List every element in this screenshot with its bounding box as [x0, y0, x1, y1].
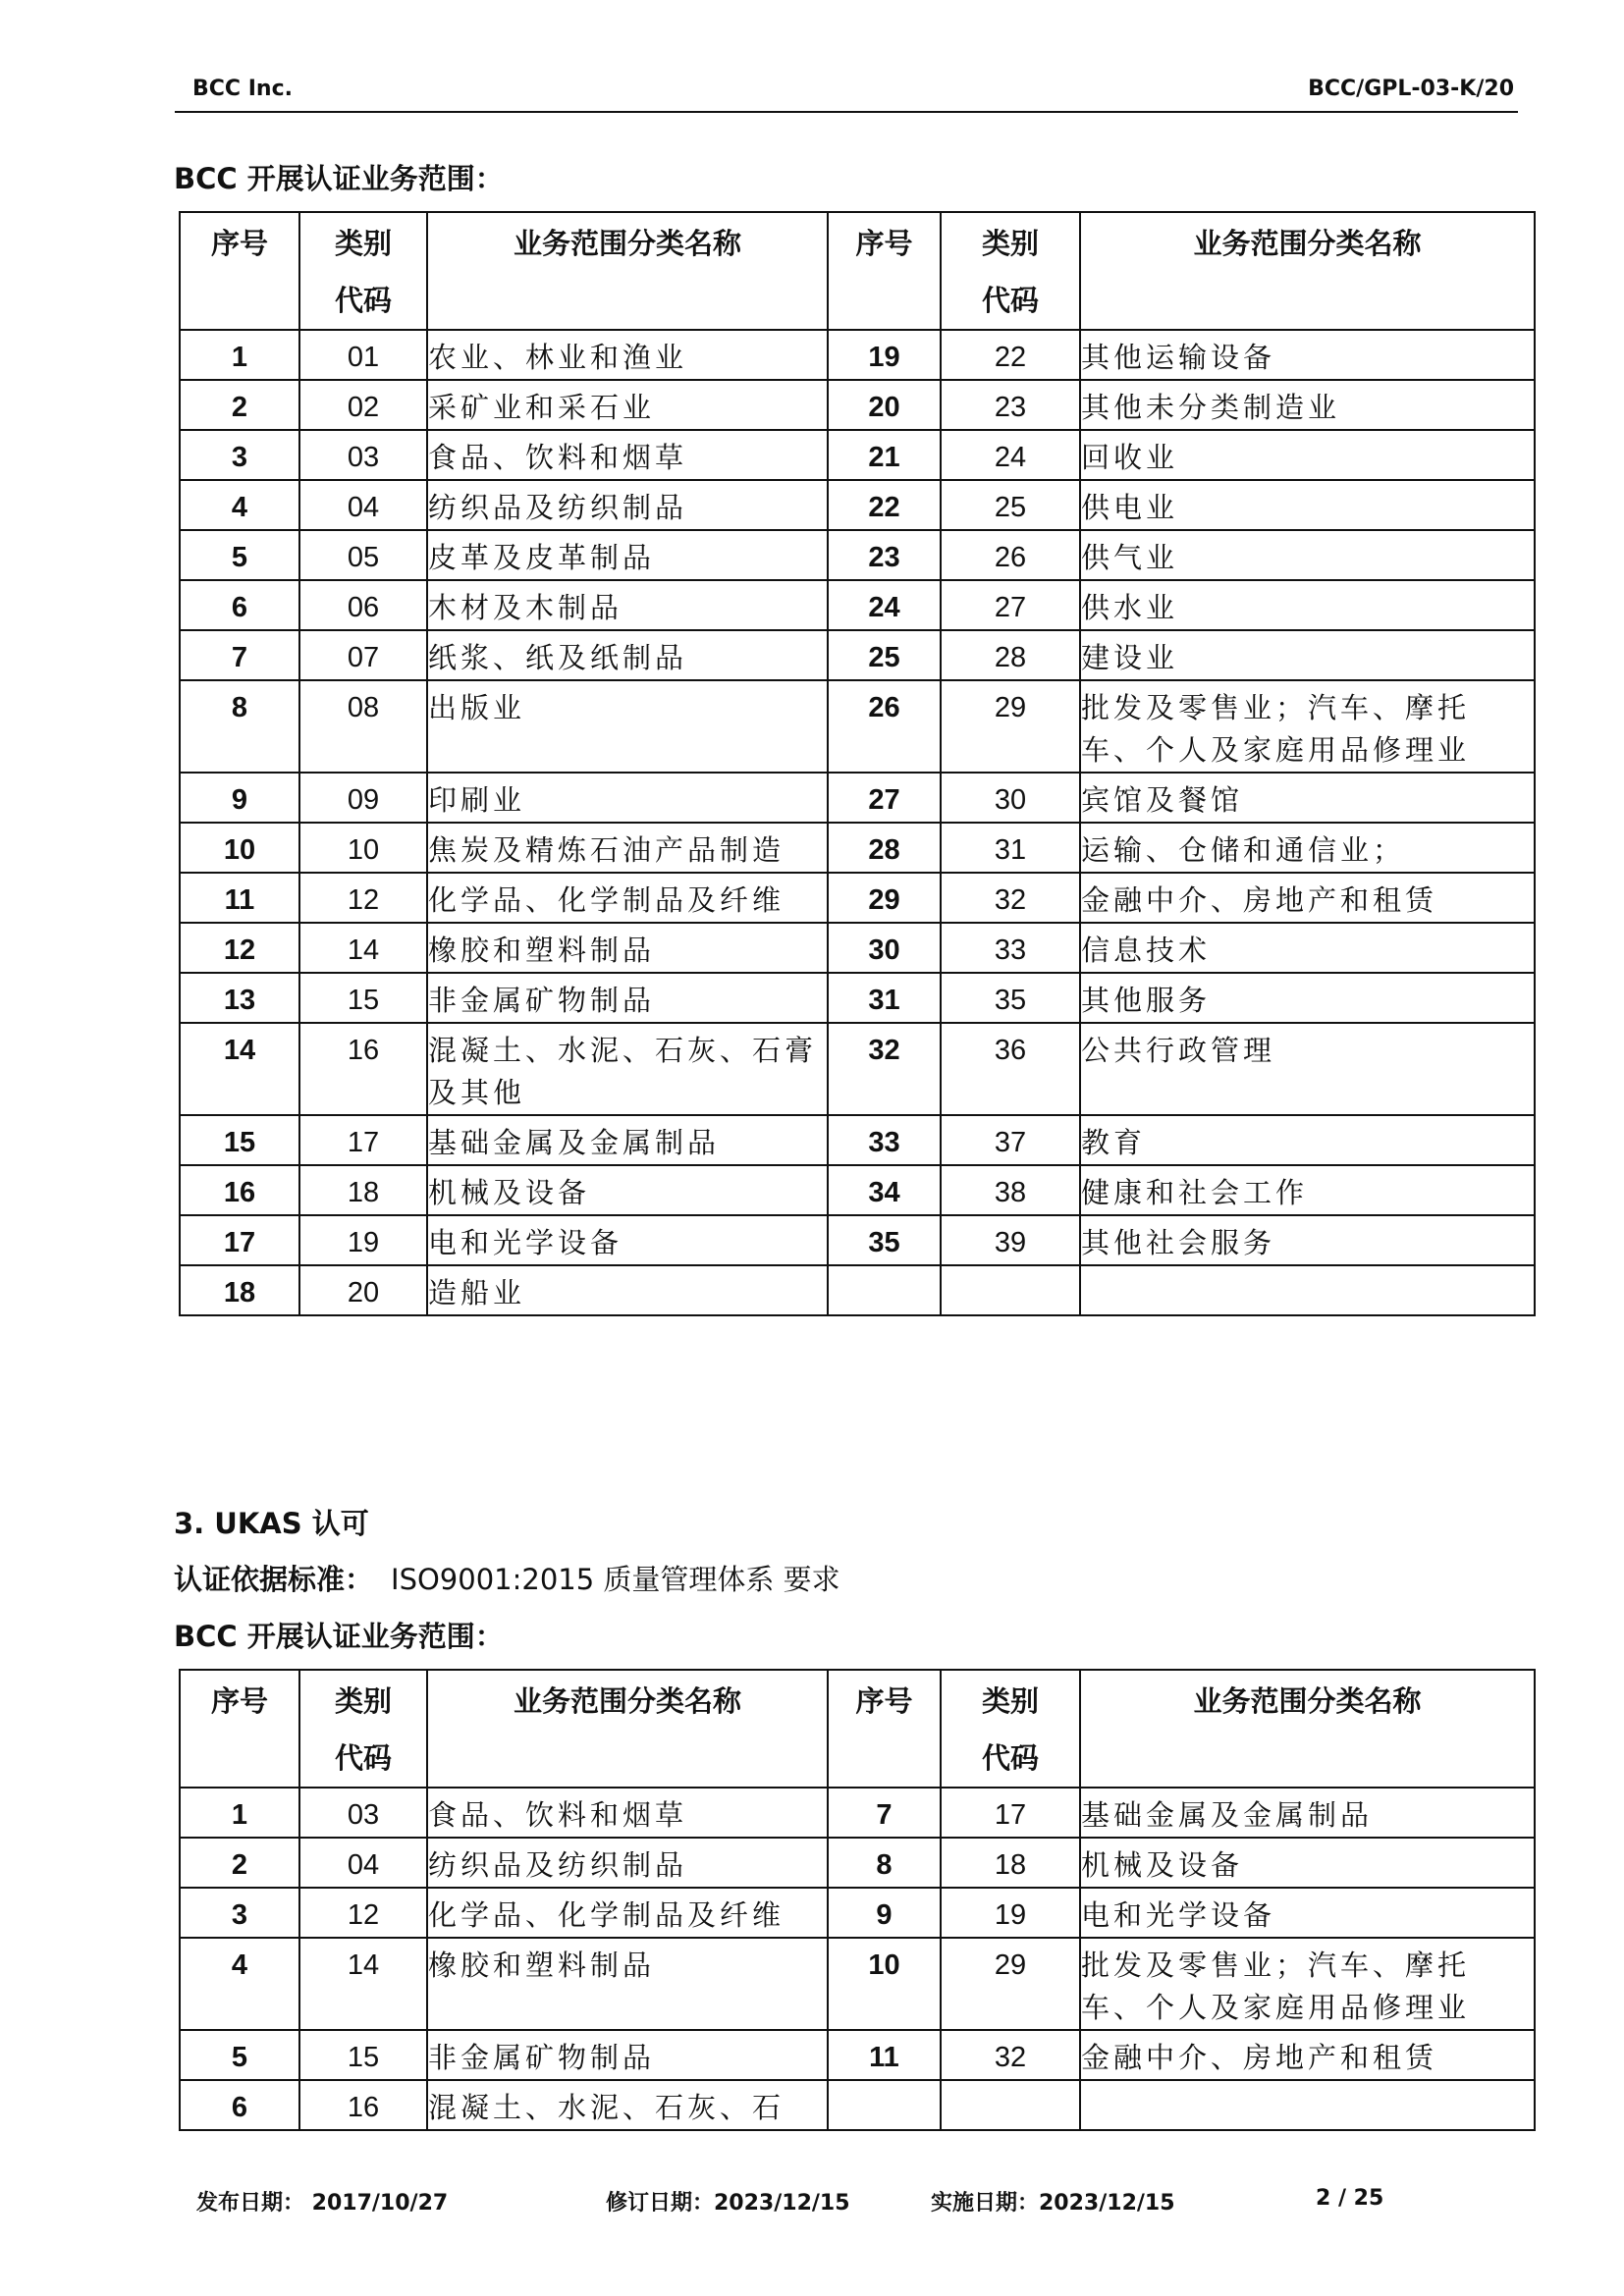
standard-label: 认证依据标准： [174, 1563, 374, 1596]
table-header-row [180, 212, 1535, 330]
code-cell [941, 2080, 1080, 2130]
code-cell: 07 [299, 630, 427, 680]
seq-cell: 9 [828, 1888, 941, 1938]
seq-cell: 12 [180, 923, 299, 973]
name-cell: 电和光学设备 [1080, 1888, 1535, 1938]
code-cell: 35 [941, 973, 1080, 1023]
seq-cell: 16 [180, 1165, 299, 1215]
code-cell: 15 [299, 973, 427, 1023]
header-name: 业务范围分类名称 [1080, 212, 1535, 330]
name-cell: 其他运输设备 [1080, 330, 1535, 380]
code-cell: 22 [941, 330, 1080, 380]
name-cell: 教育 [1080, 1115, 1535, 1165]
code-cell: 19 [299, 1215, 427, 1265]
name-cell: 供电业 [1080, 480, 1535, 530]
table-row [180, 1888, 1535, 1938]
seq-cell: 8 [828, 1838, 941, 1888]
name-cell: 其他未分类制造业 [1080, 380, 1535, 430]
seq-cell: 24 [828, 580, 941, 630]
name-cell: 健康和社会工作 [1080, 1165, 1535, 1215]
table-row [180, 2080, 1535, 2130]
seq-cell: 4 [180, 1938, 299, 2030]
code-cell: 32 [941, 873, 1080, 923]
name-cell: 金融中介、房地产和租赁 [1080, 2030, 1535, 2080]
code-cell: 08 [299, 680, 427, 773]
name-cell: 机械及设备 [1080, 1838, 1535, 1888]
name-cell: 电和光学设备 [427, 1215, 828, 1265]
table-row [180, 973, 1535, 1023]
code-cell: 36 [941, 1023, 1080, 1115]
seq-cell: 33 [828, 1115, 941, 1165]
scope-table-2 [179, 1669, 1536, 2131]
seq-cell: 29 [828, 873, 941, 923]
name-cell: 信息技术 [1080, 923, 1535, 973]
name-cell: 供水业 [1080, 580, 1535, 630]
header-code: 类别 代码 [299, 1670, 427, 1788]
name-cell: 农业、林业和渔业 [427, 330, 828, 380]
code-cell: 27 [941, 580, 1080, 630]
code-cell: 26 [941, 530, 1080, 580]
seq-cell: 6 [180, 580, 299, 630]
seq-cell: 26 [828, 680, 941, 773]
seq-cell: 35 [828, 1215, 941, 1265]
code-cell: 29 [941, 1938, 1080, 2030]
name-cell: 化学品、化学制品及纤维 [427, 873, 828, 923]
table-row [180, 430, 1535, 480]
seq-cell: 25 [828, 630, 941, 680]
name-cell: 造船业 [427, 1265, 828, 1315]
header-seq: 序号 [180, 212, 299, 330]
code-cell: 06 [299, 580, 427, 630]
table-row [180, 1938, 1535, 2030]
name-cell: 其他服务 [1080, 973, 1535, 1023]
header-name: 业务范围分类名称 [427, 212, 828, 330]
code-cell: 24 [941, 430, 1080, 480]
seq-cell: 17 [180, 1215, 299, 1265]
seq-cell: 1 [180, 1788, 299, 1838]
name-cell: 基础金属及金属制品 [427, 1115, 828, 1165]
table-row [180, 1838, 1535, 1888]
code-cell: 03 [299, 1788, 427, 1838]
table-row [180, 330, 1535, 380]
name-cell: 皮革及皮革制品 [427, 530, 828, 580]
table-row [180, 530, 1535, 580]
seq-cell: 9 [180, 773, 299, 823]
name-cell: 印刷业 [427, 773, 828, 823]
name-cell: 混凝土、水泥、石灰、石膏及其他 [427, 1023, 828, 1115]
code-cell: 05 [299, 530, 427, 580]
code-cell: 19 [941, 1888, 1080, 1938]
code-cell: 20 [299, 1265, 427, 1315]
table-row [180, 1023, 1535, 1115]
code-cell: 03 [299, 430, 427, 480]
name-cell: 机械及设备 [427, 1165, 828, 1215]
footer-revision-date: 修订日期：2023/12/15 [606, 2191, 850, 2216]
name-cell: 食品、饮料和烟草 [427, 430, 828, 480]
code-cell: 15 [299, 2030, 427, 2080]
name-cell: 公共行政管理 [1080, 1023, 1535, 1115]
table-row [180, 1265, 1535, 1315]
seq-cell: 10 [828, 1938, 941, 2030]
table-row [180, 2030, 1535, 2080]
name-cell: 建设业 [1080, 630, 1535, 680]
code-cell [941, 1265, 1080, 1315]
seq-cell: 7 [180, 630, 299, 680]
name-cell: 供气业 [1080, 530, 1535, 580]
header-doc-code: BCC/GPL-03-K/20 [1308, 77, 1514, 101]
code-cell: 04 [299, 480, 427, 530]
table-row [180, 580, 1535, 630]
code-cell: 12 [299, 873, 427, 923]
seq-cell: 10 [180, 823, 299, 873]
name-cell: 宾馆及餐馆 [1080, 773, 1535, 823]
code-cell: 14 [299, 1938, 427, 2030]
seq-cell: 15 [180, 1115, 299, 1165]
code-cell: 28 [941, 630, 1080, 680]
name-cell [1080, 2080, 1535, 2130]
name-cell: 非金属矿物制品 [427, 2030, 828, 2080]
seq-cell: 21 [828, 430, 941, 480]
seq-cell: 34 [828, 1165, 941, 1215]
seq-cell: 27 [828, 773, 941, 823]
seq-cell: 30 [828, 923, 941, 973]
table-row [180, 1165, 1535, 1215]
seq-cell [828, 1265, 941, 1315]
table-row [180, 380, 1535, 430]
seq-cell: 2 [180, 1838, 299, 1888]
seq-cell: 7 [828, 1788, 941, 1838]
scope-table-1 [179, 211, 1536, 1316]
name-cell: 基础金属及金属制品 [1080, 1788, 1535, 1838]
name-cell: 橡胶和塑料制品 [427, 923, 828, 973]
name-cell: 采矿业和采石业 [427, 380, 828, 430]
code-cell: 33 [941, 923, 1080, 973]
table-row [180, 1788, 1535, 1838]
name-cell: 化学品、化学制品及纤维 [427, 1888, 828, 1938]
name-cell: 纺织品及纺织制品 [427, 1838, 828, 1888]
header-divider [175, 111, 1518, 113]
code-cell: 17 [941, 1788, 1080, 1838]
code-cell: 17 [299, 1115, 427, 1165]
code-cell: 29 [941, 680, 1080, 773]
header-code: 类别 代码 [941, 1670, 1080, 1788]
seq-cell: 1 [180, 330, 299, 380]
code-cell: 30 [941, 773, 1080, 823]
table-row [180, 873, 1535, 923]
seq-cell: 18 [180, 1265, 299, 1315]
name-cell: 木材及木制品 [427, 580, 828, 630]
name-cell: 非金属矿物制品 [427, 973, 828, 1023]
seq-cell: 3 [180, 430, 299, 480]
table-row [180, 480, 1535, 530]
seq-cell: 11 [828, 2030, 941, 2080]
seq-cell: 32 [828, 1023, 941, 1115]
table-row [180, 1115, 1535, 1165]
code-cell: 14 [299, 923, 427, 973]
code-cell: 32 [941, 2030, 1080, 2080]
code-cell: 12 [299, 1888, 427, 1938]
seq-cell: 4 [180, 480, 299, 530]
table-header-row [180, 1670, 1535, 1788]
name-cell: 其他社会服务 [1080, 1215, 1535, 1265]
name-cell: 批发及零售业；汽车、摩托车、个人及家庭用品修理业 [1080, 680, 1535, 773]
code-cell: 18 [299, 1165, 427, 1215]
standard-value: ISO9001:2015 质量管理体系 要求 [391, 1563, 840, 1596]
seq-cell: 13 [180, 973, 299, 1023]
table-row [180, 923, 1535, 973]
code-cell: 18 [941, 1838, 1080, 1888]
header-company: BCC Inc. [192, 77, 293, 101]
table-row [180, 1215, 1535, 1265]
code-cell: 01 [299, 330, 427, 380]
header-name: 业务范围分类名称 [1080, 1670, 1535, 1788]
header-name: 业务范围分类名称 [427, 1670, 828, 1788]
seq-cell: 20 [828, 380, 941, 430]
seq-cell: 3 [180, 1888, 299, 1938]
seq-cell: 2 [180, 380, 299, 430]
name-cell: 焦炭及精炼石油产品制造 [427, 823, 828, 873]
header-seq: 序号 [828, 212, 941, 330]
code-cell: 16 [299, 1023, 427, 1115]
seq-cell: 14 [180, 1023, 299, 1115]
name-cell: 金融中介、房地产和租赁 [1080, 873, 1535, 923]
standard-line [174, 1558, 840, 1598]
seq-cell: 6 [180, 2080, 299, 2130]
code-cell: 39 [941, 1215, 1080, 1265]
footer-page-number: 2 / 25 [1316, 2186, 1384, 2211]
code-cell: 31 [941, 823, 1080, 873]
name-cell: 运输、仓储和通信业； [1080, 823, 1535, 873]
code-cell: 16 [299, 2080, 427, 2130]
section3-title: BCC 开展认证业务范围： [174, 1620, 504, 1653]
header-seq: 序号 [180, 1670, 299, 1788]
name-cell: 纸浆、纸及纸制品 [427, 630, 828, 680]
code-cell: 23 [941, 380, 1080, 430]
header-seq: 序号 [828, 1670, 941, 1788]
table-row [180, 630, 1535, 680]
table-row [180, 773, 1535, 823]
footer-effective-date: 实施日期：2023/12/15 [931, 2191, 1175, 2216]
seq-cell: 28 [828, 823, 941, 873]
header-code: 类别 代码 [299, 212, 427, 330]
seq-cell: 5 [180, 2030, 299, 2080]
seq-cell: 31 [828, 973, 941, 1023]
name-cell: 出版业 [427, 680, 828, 773]
seq-cell: 5 [180, 530, 299, 580]
section1-title: BCC 开展认证业务范围： [174, 162, 504, 195]
section3-heading: 3. UKAS 认可 [174, 1507, 369, 1540]
name-cell: 混凝土、水泥、石灰、石 [427, 2080, 828, 2130]
header-code: 类别 代码 [941, 212, 1080, 330]
name-cell: 回收业 [1080, 430, 1535, 480]
name-cell: 批发及零售业；汽车、摩托车、个人及家庭用品修理业 [1080, 1938, 1535, 2030]
footer-issue-date: 发布日期： 2017/10/27 [196, 2191, 449, 2216]
name-cell: 纺织品及纺织制品 [427, 480, 828, 530]
code-cell: 25 [941, 480, 1080, 530]
code-cell: 09 [299, 773, 427, 823]
seq-cell: 11 [180, 873, 299, 923]
seq-cell: 23 [828, 530, 941, 580]
seq-cell: 22 [828, 480, 941, 530]
code-cell: 38 [941, 1165, 1080, 1215]
seq-cell: 8 [180, 680, 299, 773]
code-cell: 10 [299, 823, 427, 873]
seq-cell [828, 2080, 941, 2130]
table-row [180, 823, 1535, 873]
code-cell: 04 [299, 1838, 427, 1888]
seq-cell: 19 [828, 330, 941, 380]
code-cell: 02 [299, 380, 427, 430]
name-cell: 食品、饮料和烟草 [427, 1788, 828, 1838]
code-cell: 37 [941, 1115, 1080, 1165]
name-cell [1080, 1265, 1535, 1315]
name-cell: 橡胶和塑料制品 [427, 1938, 828, 2030]
table-row [180, 680, 1535, 773]
